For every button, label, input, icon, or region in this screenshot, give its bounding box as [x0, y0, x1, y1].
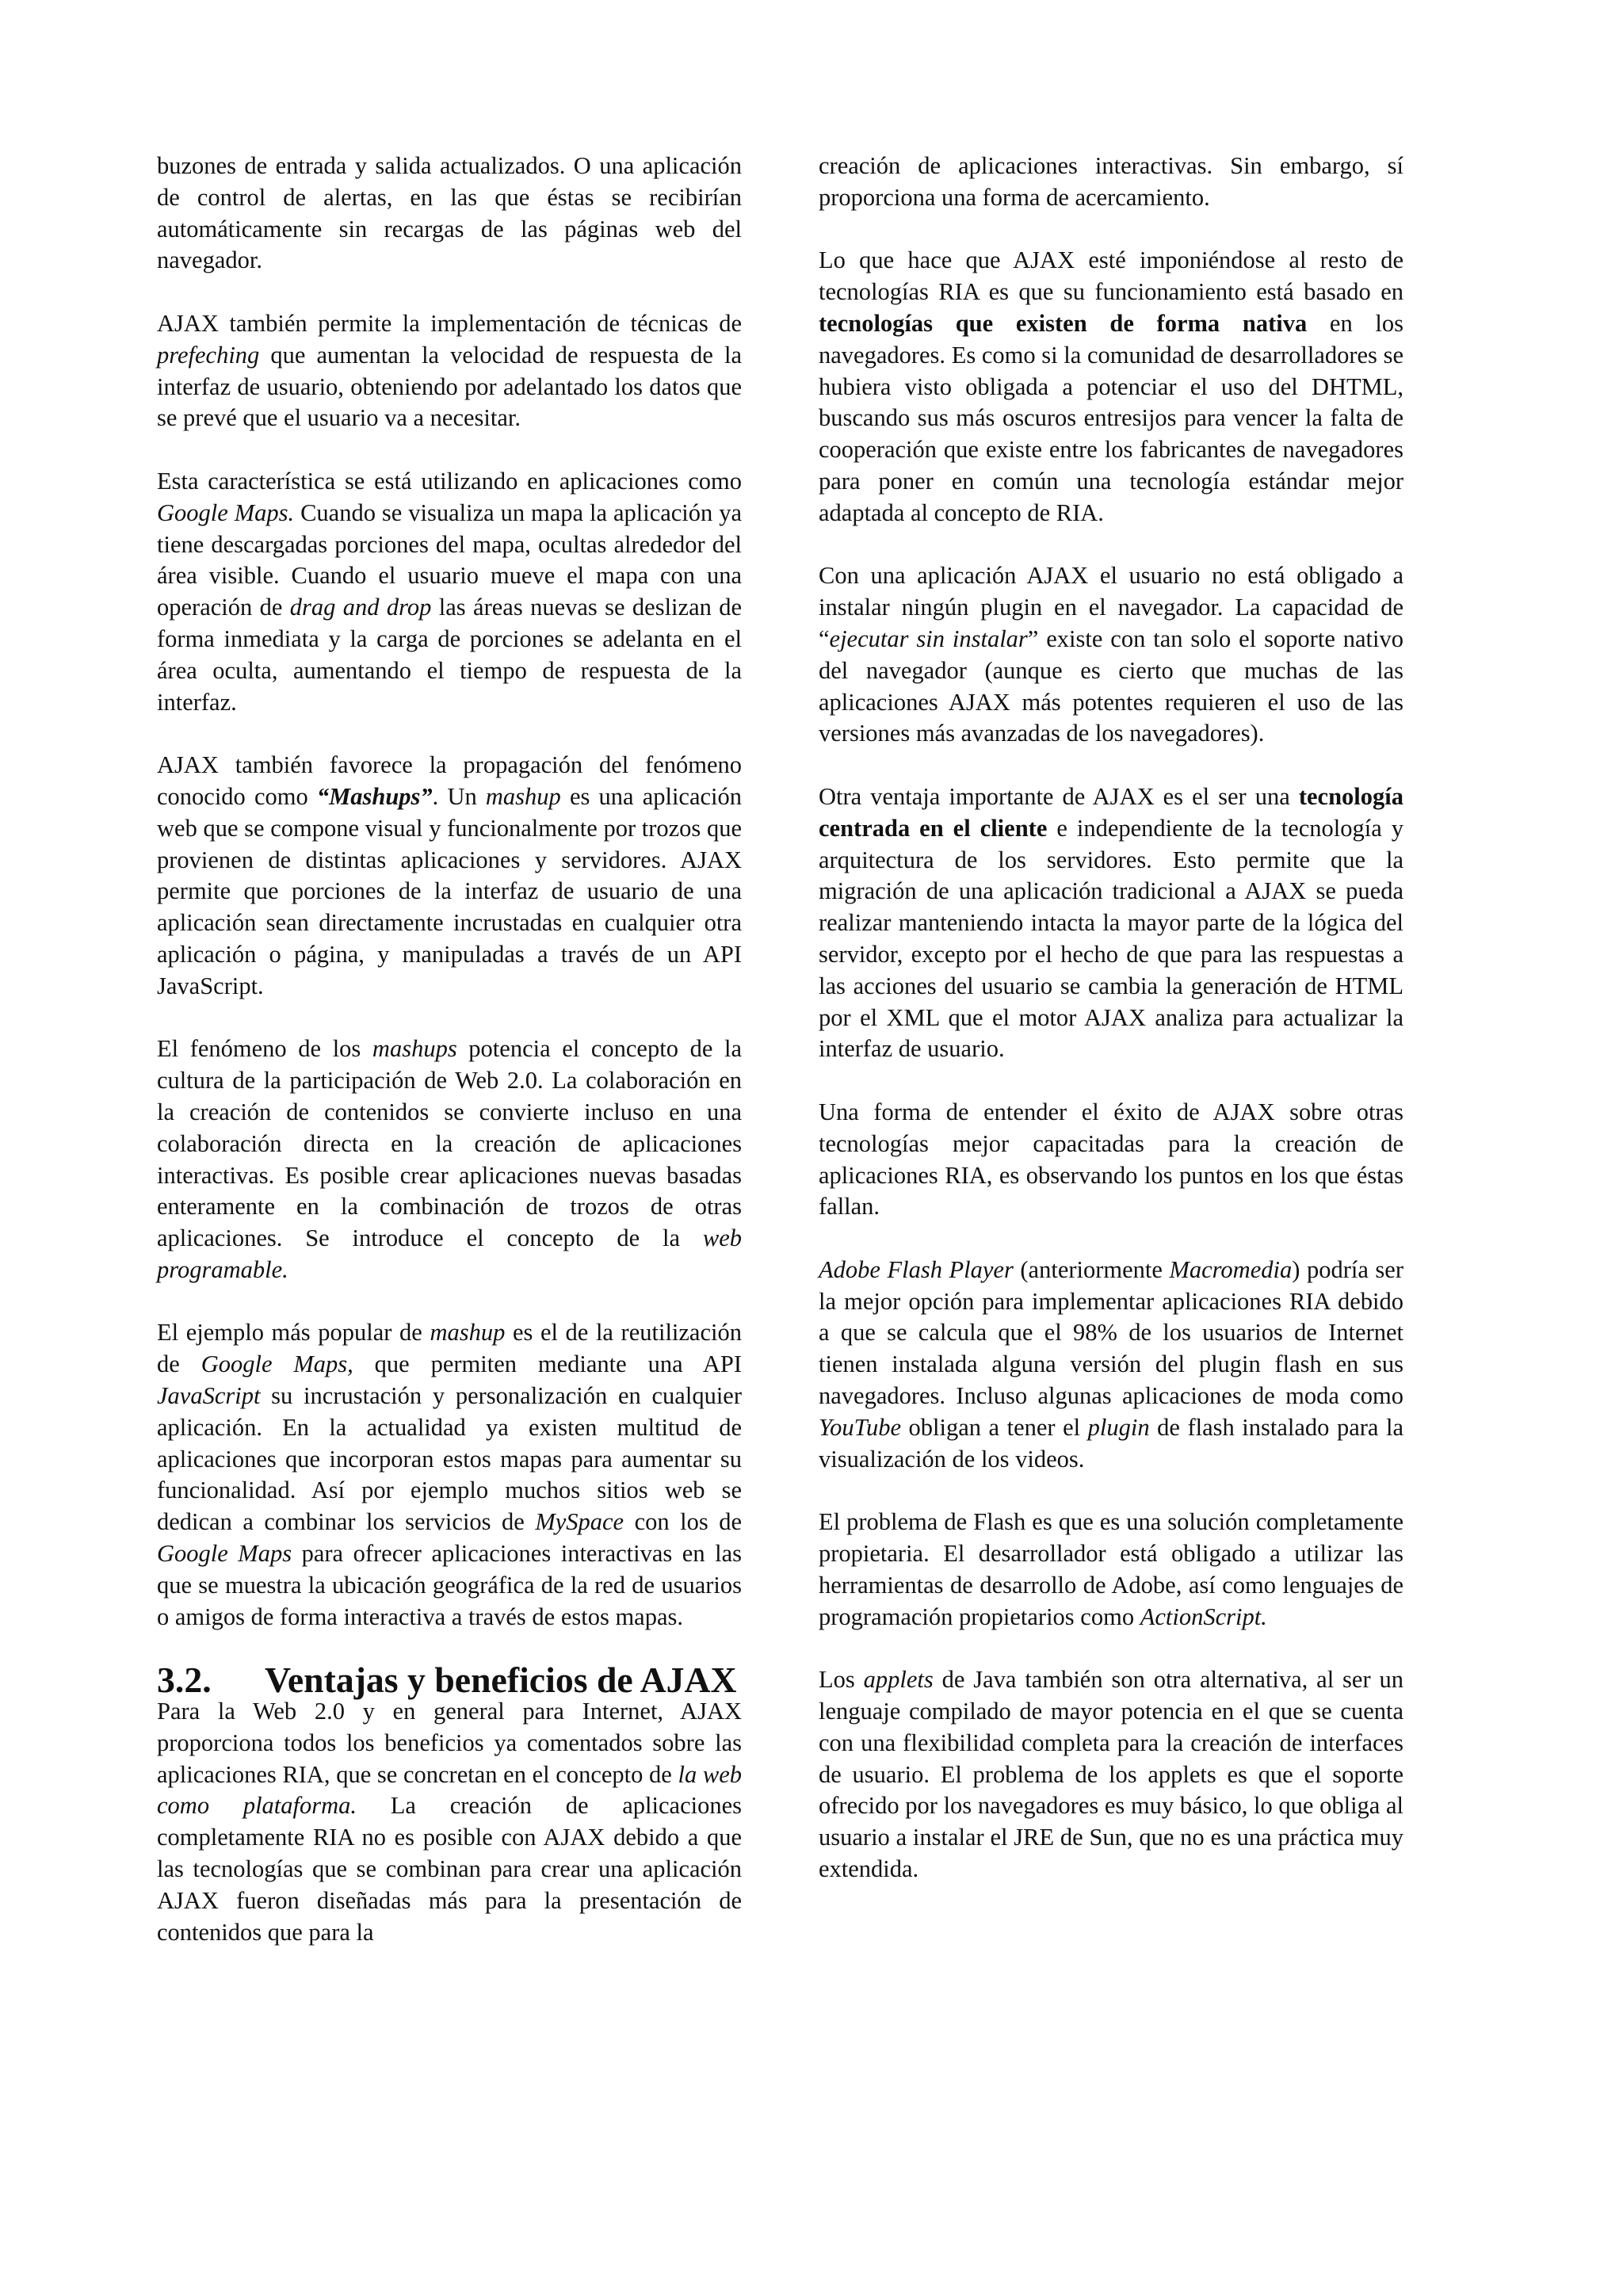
paragraph-no-plugin	[819, 560, 1403, 750]
text-run: Con una aplicación AJAX el usuario no está obligado a instalar ningún plugin en el navegador. La capacidad de “	[819, 562, 1403, 652]
text-run: obligan a tener el	[900, 1413, 1088, 1441]
text-run: que permiten mediante una API	[353, 1350, 742, 1378]
text-run: AJAX también favorece la propagación del fenómeno conocido como	[157, 751, 742, 810]
italic-term: YouTube	[819, 1413, 901, 1441]
paragraph-flash-player	[819, 1255, 1403, 1476]
paragraph-prefetching	[157, 308, 742, 434]
text-run: e independiente de la tecnología y arquitectura de los servidores. Esto permite que la migración de una aplicación tradicional a AJAX se pueda realizar manteniendo intacta la mayor parte de la lógica del servidor, excepto por el hecho de que para las respuestas a las acciones del usuario se cambia la generación de HTML por el XML que el motor AJAX analiza para actualizar la interfaz de usuario.	[819, 814, 1403, 1063]
italic-term: Google Maps.	[157, 499, 295, 526]
text-run: su incrustación y personalización en cualquier aplicación. En la actualidad ya existen multitud de aplicaciones que incorporan estos mapas para aumentar su funcionalidad. Así por ejemplo muchos sitios web se dedican a combinar los servicios de	[157, 1382, 742, 1536]
italic-term: Adobe Flash Player	[819, 1255, 1014, 1283]
paragraph-mashups	[157, 750, 742, 1002]
text-run: de flash instalado para la visualización de los videos.	[819, 1413, 1403, 1473]
text-run: es el de la reutilización de	[157, 1319, 742, 1378]
bold-term: tecnología centrada en el cliente	[819, 782, 1403, 842]
paragraph-left-1	[157, 151, 742, 277]
text-run: (anteriormente	[1013, 1255, 1170, 1283]
text-run: con los de	[624, 1508, 742, 1536]
paragraph-client-centered	[819, 781, 1403, 1065]
italic-term: Google Maps,	[200, 1350, 353, 1378]
paragraph-web-programable	[157, 1033, 742, 1286]
paragraph-web-platform	[157, 1696, 742, 1948]
paragraph-native-technologies	[819, 245, 1403, 529]
italic-term: mashup	[485, 782, 561, 810]
text-run: El ejemplo más popular de	[157, 1319, 430, 1347]
italic-term: drag and drop	[289, 594, 432, 621]
text-run: Lo que hace que AJAX esté imponiéndose al resto de tecnologías RIA es que su funcionamiento está basado en	[819, 246, 1403, 306]
italic-term: Google Maps	[157, 1540, 292, 1568]
text-run: Esta característica se está utilizando en aplicaciones como	[157, 467, 742, 495]
italic-term: prefeching	[157, 341, 260, 369]
text-run: Los	[819, 1666, 864, 1694]
text-run: que aumentan la velocidad de respuesta de la interfaz de usuario, obteniendo por adelantado los datos que se prevé que el usuario va a necesitar.	[157, 341, 742, 432]
bold-term: tecnologías que existen de forma nativa	[819, 309, 1308, 337]
text-run: creación de aplicaciones interactivas. Sin embargo, sí proporciona una forma de acercamiento.	[819, 152, 1403, 211]
italic-term: plugin	[1087, 1413, 1150, 1441]
text-run: ) podría ser la mejor opción para implementar aplicaciones RIA debido a que se calcula que el 98% de los usuarios de Internet tienen instalada alguna versión del plugin flash en sus navegadores. Incluso algunas aplicaciones de moda como	[819, 1255, 1403, 1410]
text-run: ” existe con tan solo el soporte nativo del navegador (aunque es cierto que muchas de las aplicaciones AJAX más potentes requieren el uso de las versiones más avanzadas de los navegadores).	[819, 625, 1403, 747]
italic-term: ActionScript.	[1140, 1603, 1267, 1630]
text-run: La creación de aplicaciones completamente RIA no es posible con AJAX debido a que las tecnologías que se combinan para crear una aplicación AJAX fueron diseñadas más para la presentación de contenidos que para la	[157, 1792, 742, 1946]
text-run: AJAX también permite la implementación de técnicas de	[157, 309, 742, 337]
right-column	[819, 151, 1403, 1917]
italic-term: MySpace	[535, 1508, 624, 1536]
text-run: es una aplicación web que se compone visual y funcionalmente por trozos que provienen de distintas aplicaciones y servidores. AJAX permite que porciones de la interfaz de usuario de una aplicación sean directamente incrustadas en cualquier otra aplicación o página, y manipuladas a través de un API JavaScript.	[157, 782, 743, 999]
italic-term: applets	[863, 1666, 934, 1694]
text-run: El fenómeno de los	[157, 1035, 372, 1063]
text-run: Para la Web 2.0 y en general para Internet, AJAX proporciona todos los beneficios ya comentados sobre las aplicaciones RIA, que se concretan en el concepto de	[157, 1698, 742, 1788]
italic-term: la web como plataforma.	[157, 1760, 742, 1820]
italic-term: mashup	[430, 1319, 506, 1347]
text-run: para ofrecer aplicaciones interactivas en las que se muestra la ubicación geográfica de la red de usuarios o amigos de forma interactiva a través de estos mapas.	[157, 1540, 742, 1630]
text-run: . Un	[432, 782, 486, 810]
text-run: Otra ventaja importante de AJAX es el ser una	[819, 782, 1299, 810]
paragraph-success-understanding	[819, 1097, 1403, 1223]
left-column	[157, 151, 742, 1980]
section-title: Ventajas y beneficios de AJAX	[265, 1660, 737, 1701]
italic-term: mashups	[372, 1035, 457, 1063]
italic-term: ejecutar sin instalar	[829, 625, 1028, 652]
paragraph-java-applets	[819, 1664, 1403, 1885]
text-run: El problema de Flash es que es una solución completamente propietaria. El desarrollador está obligado a utilizar las herramientas de desarrollo de Adobe, así como lenguajes de programación propietarios como	[819, 1508, 1403, 1630]
text-run: las áreas nuevas se deslizan de forma inmediata y la carga de porciones se adelanta en el área oculta, aumentando el tiempo de respuesta de la interfaz.	[157, 594, 743, 716]
bold-italic-term: “Mashups”	[316, 782, 433, 810]
paragraph-mashup-example	[157, 1317, 742, 1633]
paragraph-google-maps	[157, 466, 742, 718]
paragraph-flash-problem	[819, 1507, 1403, 1633]
text-run: Una forma de entender el éxito de AJAX sobre otras tecnologías mejor capacitadas para la creación de aplicaciones RIA, es observando los puntos en los que éstas fallan.	[819, 1098, 1403, 1221]
text-run: buzones de entrada y salida actualizados. O una aplicación de control de alertas, en las que éstas se recibirían automáticamente sin recargas de las páginas web del navegador.	[157, 152, 742, 274]
italic-term: Macromedia	[1169, 1255, 1293, 1283]
text-run: en los navegadores. Es como si la comunidad de desarrolladores se hubiera visto obligada a potenciar el uso del DHTML, buscando sus más oscuros entresijos para vencer la falta de cooperación que existe entre los fabricantes de navegadores para poner en común una tecnología estándar mejor adaptada al concepto de RIA.	[819, 309, 1403, 526]
text-run: potencia el concepto de la cultura de la participación de Web 2.0. La colaboración en la creación de contenidos se convierte incluso en una colaboración directa en la creación de aplicaciones interactivas. Es posible crear aplicaciones nuevas basadas enteramente en la combinación de trozos de otras aplicaciones. Se introduce el concepto de la	[157, 1035, 742, 1252]
italic-term: JavaScript	[157, 1382, 261, 1410]
italic-term: web programable.	[157, 1224, 742, 1283]
text-run: Cuando se visualiza un mapa la aplicación ya tiene descargadas porciones del mapa, ocultas alrededor del área visible. Cuando el usuario mueve el mapa con una operación de	[157, 499, 742, 621]
section-number: 3.2.	[157, 1660, 212, 1701]
paragraph-right-1	[819, 151, 1403, 214]
text-run: de Java también son otra alternativa, al ser un lenguaje compilado de mayor potencia en el que se cuenta con una flexibilidad completa para la creación de interfaces de usuario. El problema de los applets es que el soporte ofrecido por los navegadores es muy básico, lo que obliga al usuario a instalar el JRE de Sun, que no es una práctica muy extendida.	[819, 1666, 1403, 1883]
section-heading	[157, 1660, 742, 1701]
